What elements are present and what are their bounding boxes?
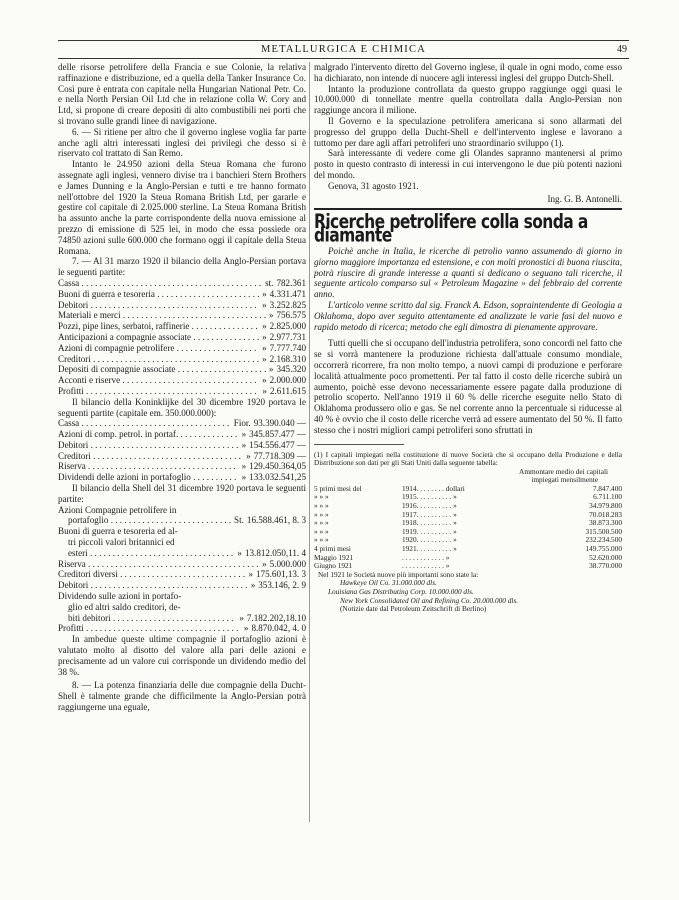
footnote-line: Nel 1921 le Società nuove più importanti sono state la:: [318, 569, 479, 579]
intro-paragraph: Poichè anche in Italia, le ricerche di petrolio vanno assumendo di giorno in giorno maggiore importanza ed estensione, e con molti pronostici di buona riuscita, potrà riuscire di grande interesse a quanti si dedicano o seguano tali ricerche, il seguente articolo comparso sul « Petroleum Magazine » del febbraio del corrente anno.: [314, 245, 622, 300]
paragraph: Il bilancio della Shell del 31 dicembre 1920 portava le seguenti partite:: [58, 483, 306, 504]
balance-row: Azioni di compagnie petrolifere . . . » 7.777.740: [58, 343, 306, 354]
balance-row: Acconti e riserve . . . » 2.000.000: [58, 375, 306, 386]
right-column: [314, 62, 622, 614]
table-row: 4 primi mesi 1921. . . . . . . . . . » 149.755.000: [314, 544, 622, 554]
footnote: [314, 451, 622, 614]
balance-row: Anticipazioni a compagnie associate . . . » 2.977.731: [58, 332, 306, 343]
paragraph: 8. — La potenza finanziaria delle due compagnie della Ducht-Shell è talmente grande che difficilmente la Anglo-Persian potrà raggiungerne una eguale,: [58, 680, 306, 713]
balance-line: tri piccoli valori britannici ed: [68, 537, 175, 548]
footnote-line: (Notizie date dal Petroleum Zeitschrift di Berlino): [340, 604, 487, 614]
footnote-line: New York Consolidated Oil and Refining Co. 20.000.000 dls.: [340, 595, 519, 605]
table-row: » » » 1919. . . . . . . . . . » 315.500.500: [314, 526, 622, 536]
paragraph: malgrado l'intervento diretto del Governo inglese, il quale in ogni modo, come esso ha dichiarato, non intende di nuocere agli interessi inglesi del gruppo Dutch-Shell.: [314, 62, 622, 83]
author-signature: Ing. G. B. Antonelli.: [547, 193, 622, 204]
journal-title: METALLURGICA E CHIMICA: [261, 44, 426, 55]
balance-row: Dividendi delle azioni in portafoglio . . . » 133.032.541,25: [58, 472, 306, 483]
running-header: [58, 44, 629, 58]
balance-row: Pozzi, pipe lines, serbatoi, raffinerie . . . » 2.825.000: [58, 321, 306, 332]
balance-line: Buoni di guerra e tesoreria ed al-: [58, 526, 178, 537]
table-row: Giugno 1921 . . . . . . . . . . . . » 38.770.000: [314, 561, 622, 571]
header-rule-top: [58, 40, 629, 41]
footnote-line: Hawkeye Oil Co. 31.000.000 dls.: [340, 578, 437, 588]
table-row: » » » 1920. . . . . . . . . . » 232.234.500: [314, 535, 622, 545]
table-row: Maggio 1921 . . . . . . . . . . . . » 52.620.000: [314, 552, 622, 562]
balance-line: Azioni Compagnie petrolifere in: [58, 504, 177, 515]
dateline: Genova, 31 agosto 1921.: [328, 180, 419, 191]
balance-row: Creditori . . . » 77.718.309 —: [58, 451, 306, 462]
footnote-intro: (1) I capitali impiegati nella costituzione di nuove Società che si occupano della Produzione e della Distribuzione son dati per gli Stati Uniti dalla seguente tabella:: [314, 449, 622, 468]
table-row: » » » 1917. . . . . . . . . . » 70.018.283: [314, 509, 622, 519]
balance-row: Creditori diversi . . . » 175.601,13. 3: [58, 569, 306, 580]
column-divider: [309, 62, 310, 822]
anglo-persian-balance: [58, 278, 306, 397]
balance-row: biti debitori . . . » 7.182.202,18.10: [58, 613, 306, 624]
footnote-table-head: impiegati mensilmente: [531, 475, 598, 485]
balance-row: Buoni di guerra e tesoreria . . . » 4.331.471: [58, 289, 306, 300]
balance-row: Depositi di compagnie associate . . . » 345.320: [58, 364, 306, 375]
table-row: 5 primi mesi del 1914. . . . . . . . dollari 7.847.400: [314, 483, 622, 493]
table-row: » » » 1918. . . . . . . . . . » 38.873.300: [314, 518, 622, 528]
table-row: » » » 1915. . . . . . . . . . » 6.711.100: [314, 492, 622, 502]
koninklijke-balance: [58, 418, 306, 483]
paragraph: Il bilancio della Koninklijke del 30 dicembre 1920 portava le seguenti partite (capitale em. 350.000.000):: [58, 396, 306, 418]
balance-row: Azioni di comp. petrol. in portaf. . . . » 345.857.477 —: [58, 429, 306, 440]
balance-row: Debitori . . . » 353.146, 2. 9: [58, 580, 306, 591]
balance-line: Dividendo sulle azioni in portafo-: [58, 591, 182, 602]
paragraph: delle risorse petrolifere della Francia e sue Colonie, la relativa raffinazione e distribuzione, ed a quella della Tanker Insurance Co. Così pure è entrata con capitale nella Hungarian National Petr. Co. e nella North Persian Oil Ltd che in relazione colla W. Cory and Ltd, si propone di creare depositi di alto combustibili nei porti che si trovano sulle grandi linee di navigazione.: [58, 62, 306, 126]
balance-row: Profitti . . . » 2.611.615: [58, 386, 306, 397]
balance-row: Cassa . . . Fior. 93.390.040 —: [58, 418, 306, 429]
article-headline: Ricerche petrolifere colla sonda a diamante: [314, 210, 588, 247]
balance-line: glio ed altri saldo creditori, de-: [68, 601, 181, 612]
paragraph: Tutti quelli che si occupano dell'industria petrolifera, sono concordi nel fatto che se si vorrà mantenere la produzione richiesta dall'attuale consumo mondiale, occorrerà ricorrere, fra non molto tempo, a nuovi campi di produzione e perforare località attualmente poco promettenti. Per tal fatto il costo delle ricerche subirà un aumento, poichè esse devono necessariamente essere pagate dalla produzione di petrolio scoperto. Nell'anno 1919 il 60 % delle ricerche eseguite nello Stato di Oklahoma produssero olio e gas. Se nel corrente anno la percentuale si riducesse al 40 % è ovvio che il costo delle ricerche verrà ad essere aumentato del 50 %. Il fatto stesso che i nostri migliori campi petroliferi sono sfruttati in: [314, 338, 622, 435]
balance-row: Creditori . . . » 2.168.310: [58, 354, 306, 365]
balance-row: Materiali e merci . . . » 756.575: [58, 310, 306, 321]
shell-balance: [58, 505, 306, 635]
paragraph: Intanto le 24.950 azioni della Steua Romana che furono assegnate agli inglesi, vennero divise tra i banchieri Stern Brothers e James Dunning e la Anglo-Persian e tutti e tre hanno formato nell'ottobre del 1920 la Steua Romana British Ltd, per gararle e gestire col capitale di 2.025.000 sterline. La Steua Romana British ha assunto anche la parte corrispondente della nuova emissione al prezzo di emissione di 525 lei, in modo che essa possiede ora 74850 azioni sulle 600.000 che formano oggi il capitale della Steua Romana.: [58, 159, 306, 256]
footnote-table-head: Ammontare medio dei capitali: [519, 466, 608, 476]
page-number: 49: [617, 44, 627, 55]
balance-row: portafoglio . . . St. 16.588.461, 8. 3: [58, 515, 306, 526]
paragraph: In ambedue queste ultime compagnie il portafoglio azioni è valutato molto al disotto del valore alla pari delle azioni e precisamente ad un valore cui corrisponde un dividendo medio del 38 %.: [58, 634, 306, 677]
intro-paragraph: L'articolo venne scritto dal sig. Franck A. Edson, sopraintendente di Geologia a Oklahoma, dopo aver seguito attentamente ed analizzate le varie fasi del nuovo e rapido metodo di ricerca; metodo che egli dimostra di pienamente approvare.: [314, 299, 622, 332]
left-column: [58, 62, 306, 713]
table-row: » » » 1916. . . . . . . . . . » 34.979.800: [314, 501, 622, 511]
balance-row: esteri . . . » 13.812.050,11. 4: [58, 548, 306, 559]
paragraph: Il Governo e la speculazione petrolifera americana si sono allarmati del progresso del gruppo della Ducht-Shell e dell'intervento inglese e lavorano a tuttomo per dare agli affari petroliferi uno straordinario sviluppo (1).: [314, 115, 622, 148]
header-rule-bottom: [58, 58, 629, 59]
capital-table: [314, 485, 622, 571]
footnote-separator: [314, 444, 404, 445]
balance-row: Debitori . . . » 3.252.825: [58, 300, 306, 311]
paragraph: Sarà interessante di vedere come gli Olandes sapranno mantenersi al primo posto in questo contrasto di interessi in cui intervengono le due più potenti nazioni del mondo.: [314, 148, 622, 180]
balance-row: Cassa . . . st. 782.361: [58, 278, 306, 289]
paragraph: 7. — Al 31 marzo 1920 il bilancio della Anglo-Persian portava le seguenti partite:: [58, 256, 306, 278]
balance-row: Profitti . . . » 8.870.042, 4. 0: [58, 623, 306, 634]
balance-row: Riserva . . . » 5.000.000: [58, 559, 306, 570]
paragraph: Intanto la produzione controllata da questo gruppo raggiunge oggi quasi le 10.000.000 di tonnellate mentre quella controllata dalla Anglo-Persian non raggiunge ancora il milione.: [314, 83, 622, 116]
balance-row: Riserva . . . » 129.450.364,05: [58, 461, 306, 472]
paragraph: 6. — Si ritiene per altro che il governo inglese voglia far parte anche agli altri interessati inglesi dei privilegi che desso si è riservato col trattato di San Remo.: [58, 126, 306, 159]
balance-row: Debitori . . . » 154.556.477 —: [58, 440, 306, 451]
footnote-line: Louisiana Gas Distributing Corp. 10.000.000 dls.: [328, 587, 474, 596]
